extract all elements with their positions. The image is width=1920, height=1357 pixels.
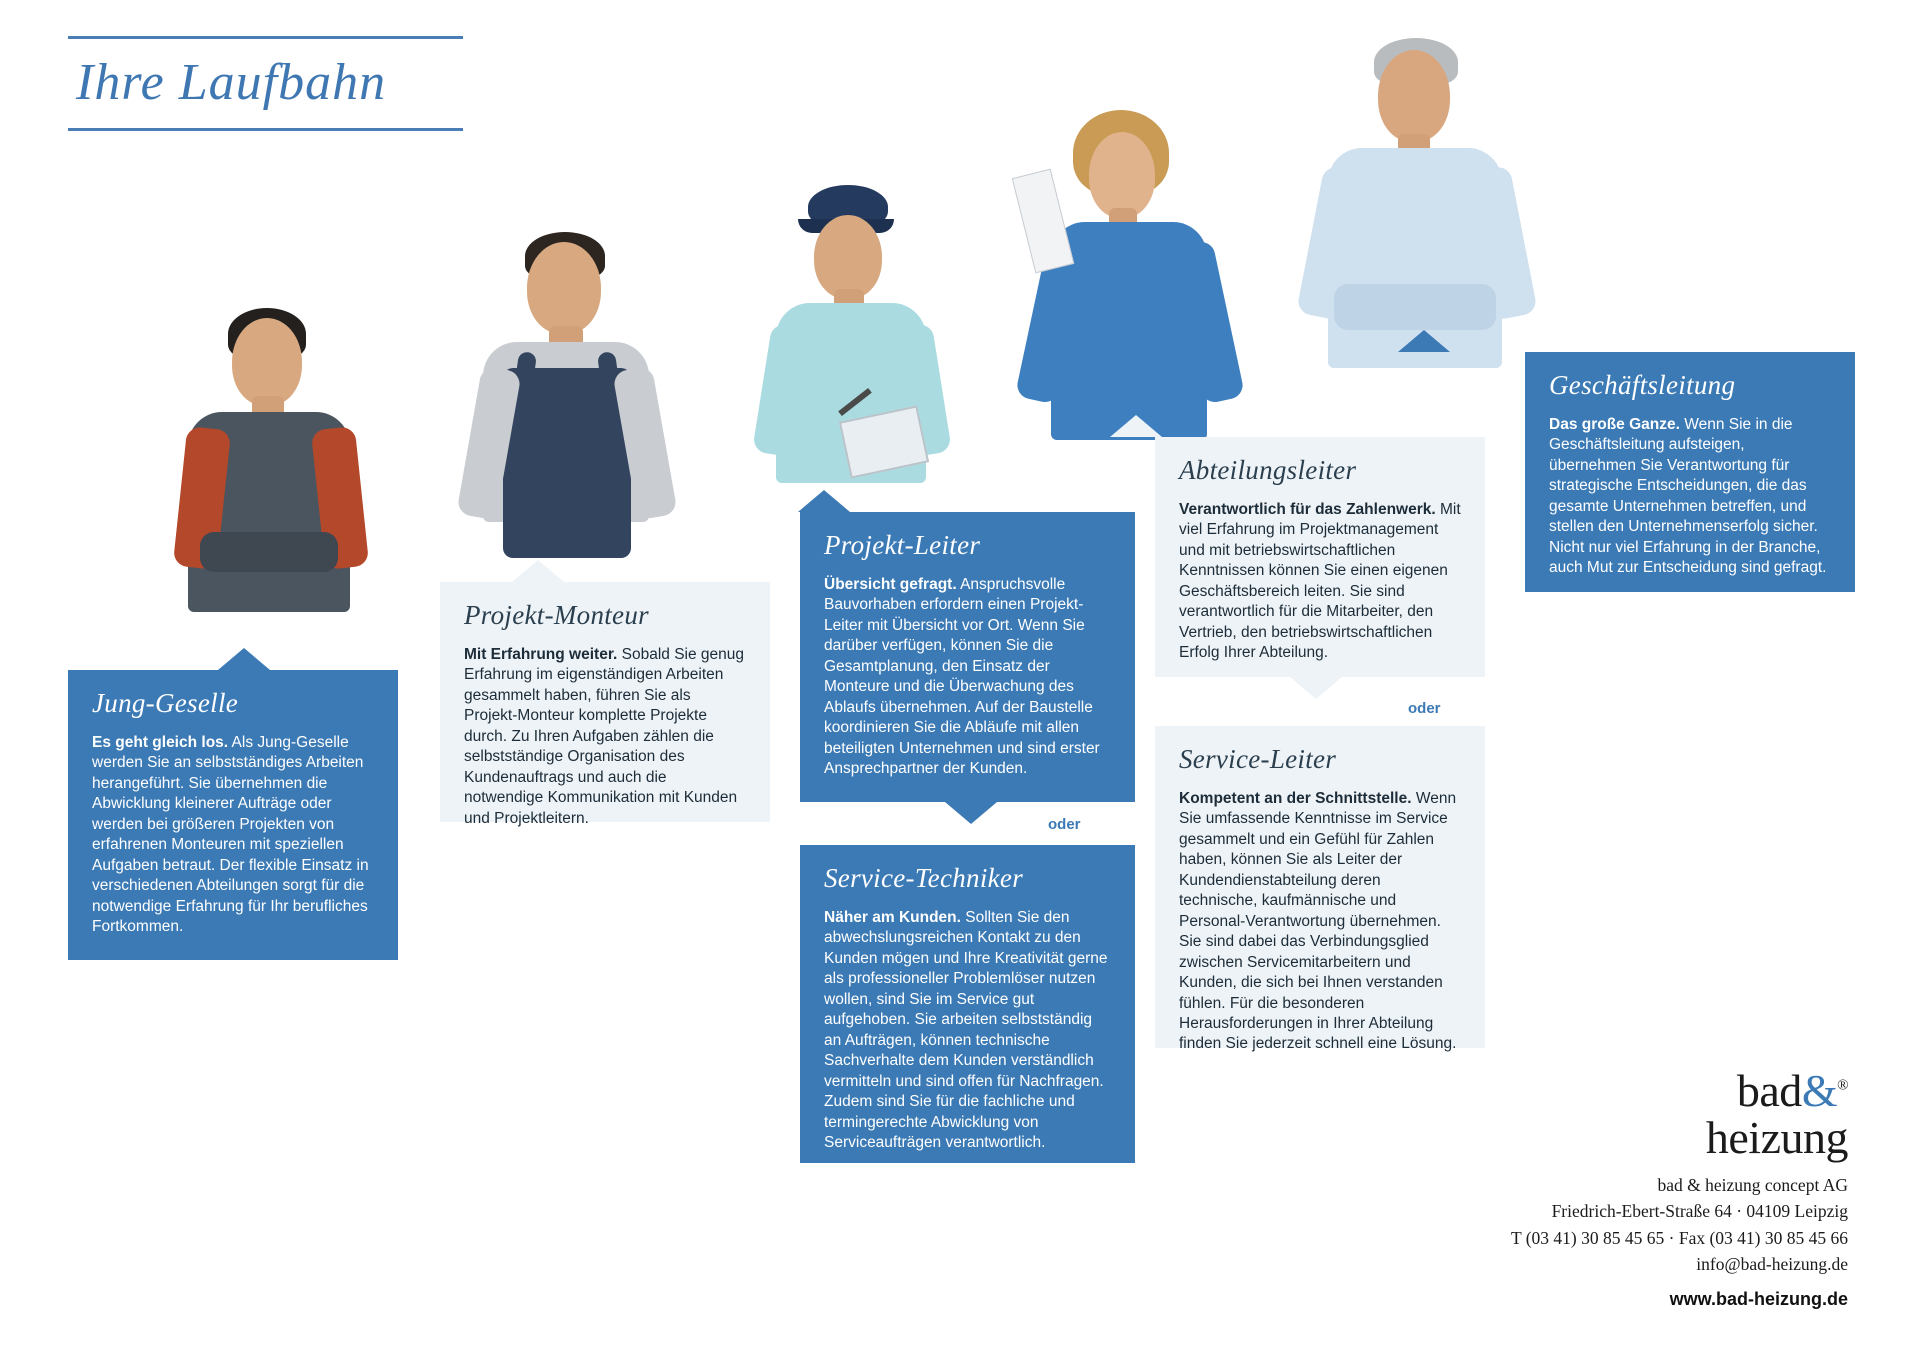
card-text-service-techniker <box>824 908 1113 1153</box>
title-rule-bottom <box>68 128 463 131</box>
card-text-projekt-leiter <box>824 575 1113 780</box>
logo-line-1 <box>1736 1065 1848 1116</box>
card-body-projekt-leiter: Anspruchsvolle Bauvorhaben erfordern einen Projekt-Leiter mit Übersicht vor Ort. Wenn Sie darüber verfügen, können Sie die Gesamtplanung, den Einsatz der Monteure und die Überwachung des Ablaufs übernehmen. Auf der Baustelle koordinieren Sie die Abläufe mit allen beteiligten Unternehmen und sind erster Ansprechpartner der Kunden. <box>824 576 1100 778</box>
arm-left <box>173 426 231 570</box>
card-geschaeftsleitung <box>1525 352 1855 592</box>
logo-text-bad: bad <box>1736 1065 1802 1116</box>
neck <box>1109 208 1137 232</box>
page-title-block <box>68 36 468 131</box>
arm-left <box>1015 239 1089 404</box>
photo-geschaeftsleitung <box>1300 38 1550 368</box>
notch-jung-geselle <box>218 648 270 670</box>
arm-left <box>456 366 521 521</box>
arm-right <box>1464 165 1538 321</box>
card-abteilungsleiter <box>1155 437 1485 677</box>
logo-line-2: heizung <box>1705 1111 1848 1163</box>
card-heading-service-techniker: Service-Techniker <box>824 863 1024 893</box>
card-lead-abteilungsleiter: Verantwortlich für das Zahlenwerk. <box>1179 501 1436 518</box>
hair <box>1374 38 1458 86</box>
card-lead-service-leiter: Kompetent an der Schnittstelle. <box>1179 790 1412 807</box>
notch-abteilungsleiter <box>1110 415 1162 437</box>
card-projekt-monteur <box>440 582 770 827</box>
arm-right <box>892 323 952 458</box>
arm-right <box>311 426 369 570</box>
card-service-techniker <box>800 845 1135 1163</box>
hair <box>1073 110 1169 196</box>
footer-email[interactable]: info@bad-heizung.de <box>1696 1253 1848 1274</box>
arm-left <box>1296 165 1370 321</box>
footer-company: bad & heizung concept AG <box>1657 1175 1848 1195</box>
card-text-jung-geselle <box>92 733 376 938</box>
crossed-arms <box>1334 284 1496 330</box>
photo-projekt-leiter <box>740 185 970 485</box>
footer-phone: T (03 41) 30 85 45 65 · Fax (03 41) 30 85 45 66 <box>1510 1227 1848 1248</box>
cap <box>808 185 888 229</box>
head <box>1378 50 1450 142</box>
documents-icon <box>1012 169 1075 274</box>
neck <box>252 396 284 422</box>
card-body-geschaeftsleitung: Wenn Sie in die Geschäftsleitung aufsteigen, übernehmen Sie Verantwortung für strategische Entscheidungen, die das gesamte Unternehmen betreffen, und stellen den Unternehmenserfolg sicher. Nicht nur viel Erfahrung in der Branche, auch Mut zur Entscheidung sind gefragt. <box>1549 416 1827 577</box>
cap-brim <box>798 219 894 233</box>
notch-abteilungsleiter-down <box>1290 677 1342 699</box>
card-body-projekt-monteur: Sobald Sie genug Erfahrung im eigenständigen Arbeiten gesammelt haben, führen Sie als Projekt-Monteur komplette Projekte durch. Zu Ihren Aufgaben zählen die selbstständige Organisation des Kundenauftrags und auch die notwendige Kommunikation mit Kunden und Projektleitern. <box>464 646 744 827</box>
torso <box>188 412 350 612</box>
logo <box>1518 1065 1848 1163</box>
neck <box>549 326 583 350</box>
card-heading-service-leiter: Service-Leiter <box>1179 744 1337 774</box>
photo-abteilungsleiter <box>1015 110 1255 440</box>
card-text-service-leiter <box>1179 789 1463 1055</box>
footer-address: Friedrich-Ebert-Straße 64 · 04109 Leipzig <box>1551 1201 1848 1222</box>
connector-oder-1: oder <box>1048 816 1081 833</box>
card-service-leiter <box>1155 726 1485 1053</box>
card-jung-geselle <box>68 670 398 960</box>
hair <box>228 308 306 360</box>
tshirt <box>483 342 649 522</box>
crossed-arms <box>200 532 338 572</box>
footer-url[interactable]: www.bad-heizung.de <box>1669 1289 1848 1309</box>
arm-left <box>752 323 812 458</box>
page-title: Ihre Laufbahn <box>76 54 387 111</box>
footer-contact <box>1428 1172 1848 1277</box>
strap-right <box>597 351 623 413</box>
card-lead-jung-geselle: Es geht gleich los. <box>92 734 229 751</box>
card-body-service-techniker: Sollten Sie den abwechslungsreichen Kontakt zu den Kunden mögen und Ihre Kreativität gerne als professioneller Problemlöser nutzen wollen, sind Sie im Service gut aufgehoben. Sie arbeiten selbstständig an Aufträgen, können technische Sachverhalte dem Kunden verständlich vermitteln und sind offen für Nachfragen. Zudem sind Sie für die fachliche und termingerechte Abwicklung von Serviceaufträgen verantwortlich. <box>824 909 1108 1151</box>
card-body-jung-geselle: Als Jung-Geselle werden Sie an selbstständiges Arbeiten herangeführt. Sie übernehmen die Abwicklung kleinerer Aufträge oder werden bei größeren Projekten von erfahrenen Monteuren mit speziellen Aufgaben betraut. Der flexible Einsatz in verschiedenen Abteilungen sorgt für die notwendige Erfahrung für Ihr berufliches Fortkommen. <box>92 734 369 936</box>
polo-shirt <box>776 303 926 483</box>
card-lead-service-techniker: Näher am Kunden. <box>824 909 961 926</box>
arm-right <box>1171 239 1245 404</box>
registered-icon: ® <box>1837 1077 1848 1094</box>
blouse <box>1051 222 1207 440</box>
card-text-projekt-monteur <box>464 645 748 829</box>
card-projekt-leiter <box>800 512 1135 802</box>
ampersand-icon: & <box>1801 1065 1838 1116</box>
notch-geschaeftsleitung <box>1398 330 1450 352</box>
head <box>232 318 302 406</box>
neck <box>1398 134 1430 158</box>
head <box>527 242 601 334</box>
card-lead-projekt-leiter: Übersicht gefragt. <box>824 576 957 593</box>
notch-projekt-leiter-down <box>945 802 997 824</box>
logo-wordmark <box>1518 1065 1848 1163</box>
notch-projekt-leiter <box>798 490 850 512</box>
arm-right <box>612 366 677 521</box>
connector-oder-2: oder <box>1408 700 1441 717</box>
overall <box>503 368 631 558</box>
card-heading-jung-geselle: Jung-Geselle <box>92 688 239 718</box>
card-heading-projekt-monteur: Projekt-Monteur <box>464 600 649 630</box>
card-text-geschaeftsleitung <box>1549 415 1833 579</box>
head <box>814 215 882 299</box>
card-lead-projekt-monteur: Mit Erfahrung weiter. <box>464 646 618 663</box>
card-body-service-leiter: Wenn Sie umfassende Kenntnisse im Service gesammelt und ein Gefühl für Zahlen haben, können Sie als Leiter der Kundendienstabteilung deren technische, kaufmännische und Personal-Verantwortung übernehmen. Sie sind dabei das Verbindungsglied zwischen Servicemitarbeitern und Kunden, die sich bei Ihnen verstanden fühlen. Für die besonderen Herausforderungen in Ihrer Abteilung finden Sie jederzeit schnell eine Lösung. <box>1179 790 1457 1053</box>
card-heading-projekt-leiter: Projekt-Leiter <box>824 530 981 560</box>
card-heading-geschaeftsleitung: Geschäftsleitung <box>1549 370 1736 400</box>
neck <box>834 289 864 313</box>
hair <box>525 232 605 280</box>
photo-projekt-monteur <box>455 228 695 568</box>
notch-projekt-monteur <box>512 560 564 582</box>
photo-jung-geselle <box>170 300 390 680</box>
card-heading-abteilungsleiter: Abteilungsleiter <box>1179 455 1357 485</box>
strap-left <box>511 351 537 413</box>
head <box>1089 132 1155 218</box>
clipboard-icon <box>839 405 929 478</box>
card-lead-geschaeftsleitung: Das große Ganze. <box>1549 416 1680 433</box>
card-text-abteilungsleiter <box>1179 500 1463 664</box>
card-body-abteilungsleiter: Mit viel Erfahrung im Projektmanagement und mit betriebswirtschaftlichen Kenntnissen können Sie einen eigenen Geschäftsbereich leiten. Sie sind verantwortlich für die Mitarbeiter, den Vertrieb, den betriebswirtschaftlichen Erfolg Ihrer Abteilung. <box>1179 501 1461 662</box>
pen-icon <box>838 388 872 416</box>
